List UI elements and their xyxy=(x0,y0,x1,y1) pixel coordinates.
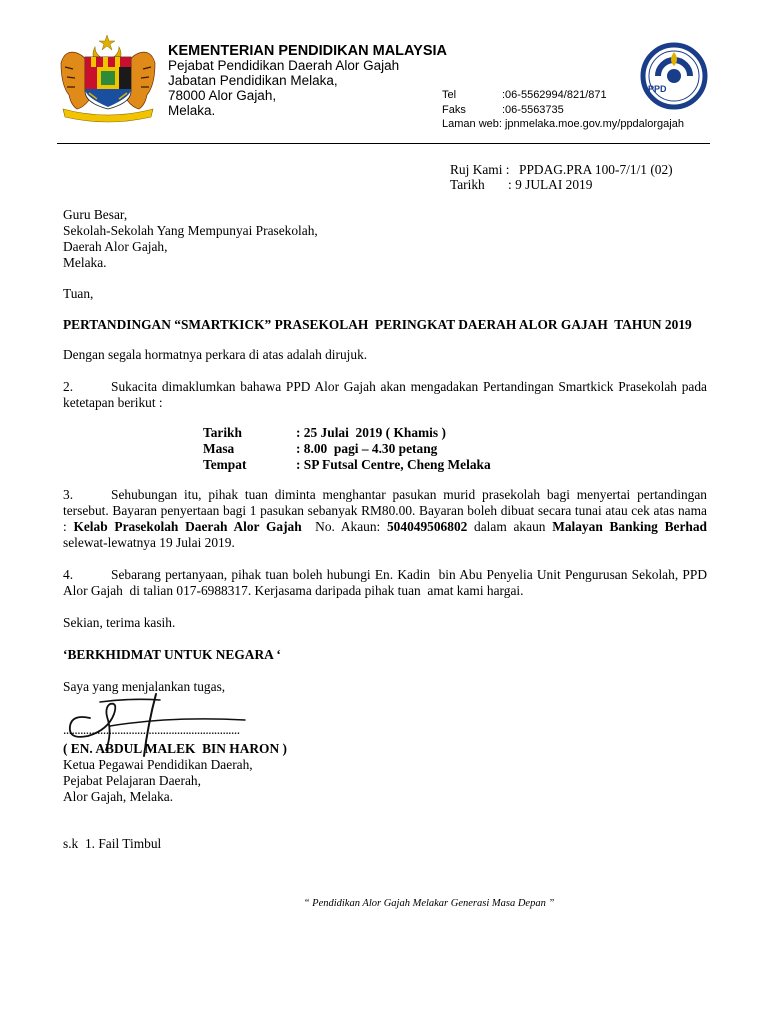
account-holder-name: Kelab Prasekolah Daerah Alor Gajah xyxy=(73,519,302,534)
signer-name: ( EN. ABDUL MALEK BIN HARON ) xyxy=(63,741,287,756)
address-line-3: 78000 Alor Gajah, xyxy=(168,88,277,103)
paragraph-4-number: 4. xyxy=(63,567,74,582)
detail-key-masa: Masa xyxy=(203,441,235,456)
closing-line: Sekian, terima kasih. xyxy=(63,615,176,630)
paragraph-2-text: Sukacita dimaklumkan bahawa PPD Alor Gajah akan mengadakan Pertandingan Smartkick Prasekolah pada ketetapan berikut : xyxy=(63,379,707,410)
tel-value: :06-5562994/821/871 xyxy=(502,89,607,101)
recipient-line-2: Sekolah-Sekolah Yang Mempunyai Prasekolah, xyxy=(63,223,318,238)
address-line-4: Melaka. xyxy=(168,103,216,118)
paragraph-3-text-d: selewat-lewatnya 19 Julai 2019. xyxy=(63,535,235,550)
detail-value-tempat: : SP Futsal Centre, Cheng Melaka xyxy=(296,457,491,472)
motto-text: ‘BERKHIDMAT UNTUK NEGARA ‘ xyxy=(63,647,281,662)
header-divider xyxy=(57,143,710,144)
subject-heading: PERTANDINGAN “SMARTKICK” PRASEKOLAH PERINGKAT DAERAH ALOR GAJAH TAHUN 2019 xyxy=(63,317,692,332)
detail-row-masa xyxy=(203,441,437,457)
footer-motto: “ Pendidikan Alor Gajah Melakar Generasi Masa Depan ” xyxy=(303,898,555,909)
svg-text:PPD: PPD xyxy=(648,84,667,94)
paragraph-3-number: 3. xyxy=(63,487,74,502)
ruj-label: Ruj Kami : xyxy=(450,162,510,177)
signoff-text: Saya yang menjalankan tugas, xyxy=(63,679,226,694)
signer-title-line-1: Ketua Pegawai Pendidikan Daerah, xyxy=(63,757,253,772)
malaysia-coat-of-arms-logo xyxy=(55,33,161,123)
paragraph-3-text-a: Sehubungan itu, pihak tuan diminta menghantar pasukan murid prasekolah bagi menyertai pertandingan tersebut. Bayaran penyertaan bagi 1 pasukan sebanyak RM80.00. Bayaran boleh dibuat secara tunai atau cek atas nama : xyxy=(63,487,707,534)
recipient-line-3: Daerah Alor Gajah, xyxy=(63,239,168,254)
recipient-line-1: Guru Besar, xyxy=(63,207,128,222)
svg-text:.: . xyxy=(107,112,109,117)
detail-value-tarikh: : 25 Julai 2019 ( Khamis ) xyxy=(296,425,446,440)
website-text: Laman web: jpnmelaka.moe.gov.my/ppdalorgajah xyxy=(442,118,684,130)
faks-value: :06-5563735 xyxy=(502,104,564,116)
paragraph-3-text-c: dalam akaun xyxy=(467,519,553,534)
detail-key-tarikh: Tarikh xyxy=(203,425,242,440)
paragraph-2-number: 2. xyxy=(63,379,74,394)
recipient-line-4: Melaka. xyxy=(63,255,107,270)
cc-line: s.k 1. Fail Timbul xyxy=(63,836,162,851)
signer-title-line-2: Pejabat Pelajaran Daerah, xyxy=(63,773,201,788)
paragraph-4-text: Sebarang pertanyaan, pihak tuan boleh hubungi En. Kadin bin Abu Penyelia Unit Pengurusan Sekolah, PPD Alor Gajah di talian 017-6988317. Kerjasama daripada pihak tuan amat kami hargai. xyxy=(63,567,710,598)
account-number: 504049506802 xyxy=(386,519,468,534)
salutation: Tuan, xyxy=(63,286,94,301)
tarikh-label: Tarikh xyxy=(450,177,485,192)
detail-value-masa: : 8.00 pagi – 4.30 petang xyxy=(296,441,438,456)
ruj-value: PPDAG.PRA 100-7/1/1 (02) xyxy=(519,162,673,177)
faks-label: Faks xyxy=(442,104,466,116)
tel-label: Tel xyxy=(442,89,457,101)
detail-row-tarikh xyxy=(203,425,446,441)
address-line-1: Pejabat Pendidikan Daerah Alor Gajah xyxy=(168,58,400,73)
paragraph-3-text-b: No. Akaun: xyxy=(301,519,387,534)
address-line-2: Jabatan Pendidikan Melaka, xyxy=(168,73,338,88)
ppd-logo xyxy=(634,40,714,112)
detail-row-tempat xyxy=(203,457,491,473)
paragraph-4 xyxy=(63,567,710,599)
bank-name: Malayan Banking Berhad xyxy=(552,519,708,534)
signature-dotted-line: .............................................................. xyxy=(63,722,240,737)
tarikh-value: : 9 JULAI 2019 xyxy=(508,177,593,192)
intro-paragraph: Dengan segala hormatnya perkara di atas adalah dirujuk. xyxy=(63,347,368,362)
ministry-title: KEMENTERIAN PENDIDIKAN MALAYSIA xyxy=(168,43,448,59)
paragraph-2 xyxy=(63,379,707,411)
detail-key-tempat: Tempat xyxy=(203,457,247,472)
signer-title-line-3: Alor Gajah, Melaka. xyxy=(63,789,174,804)
paragraph-3 xyxy=(63,487,707,551)
